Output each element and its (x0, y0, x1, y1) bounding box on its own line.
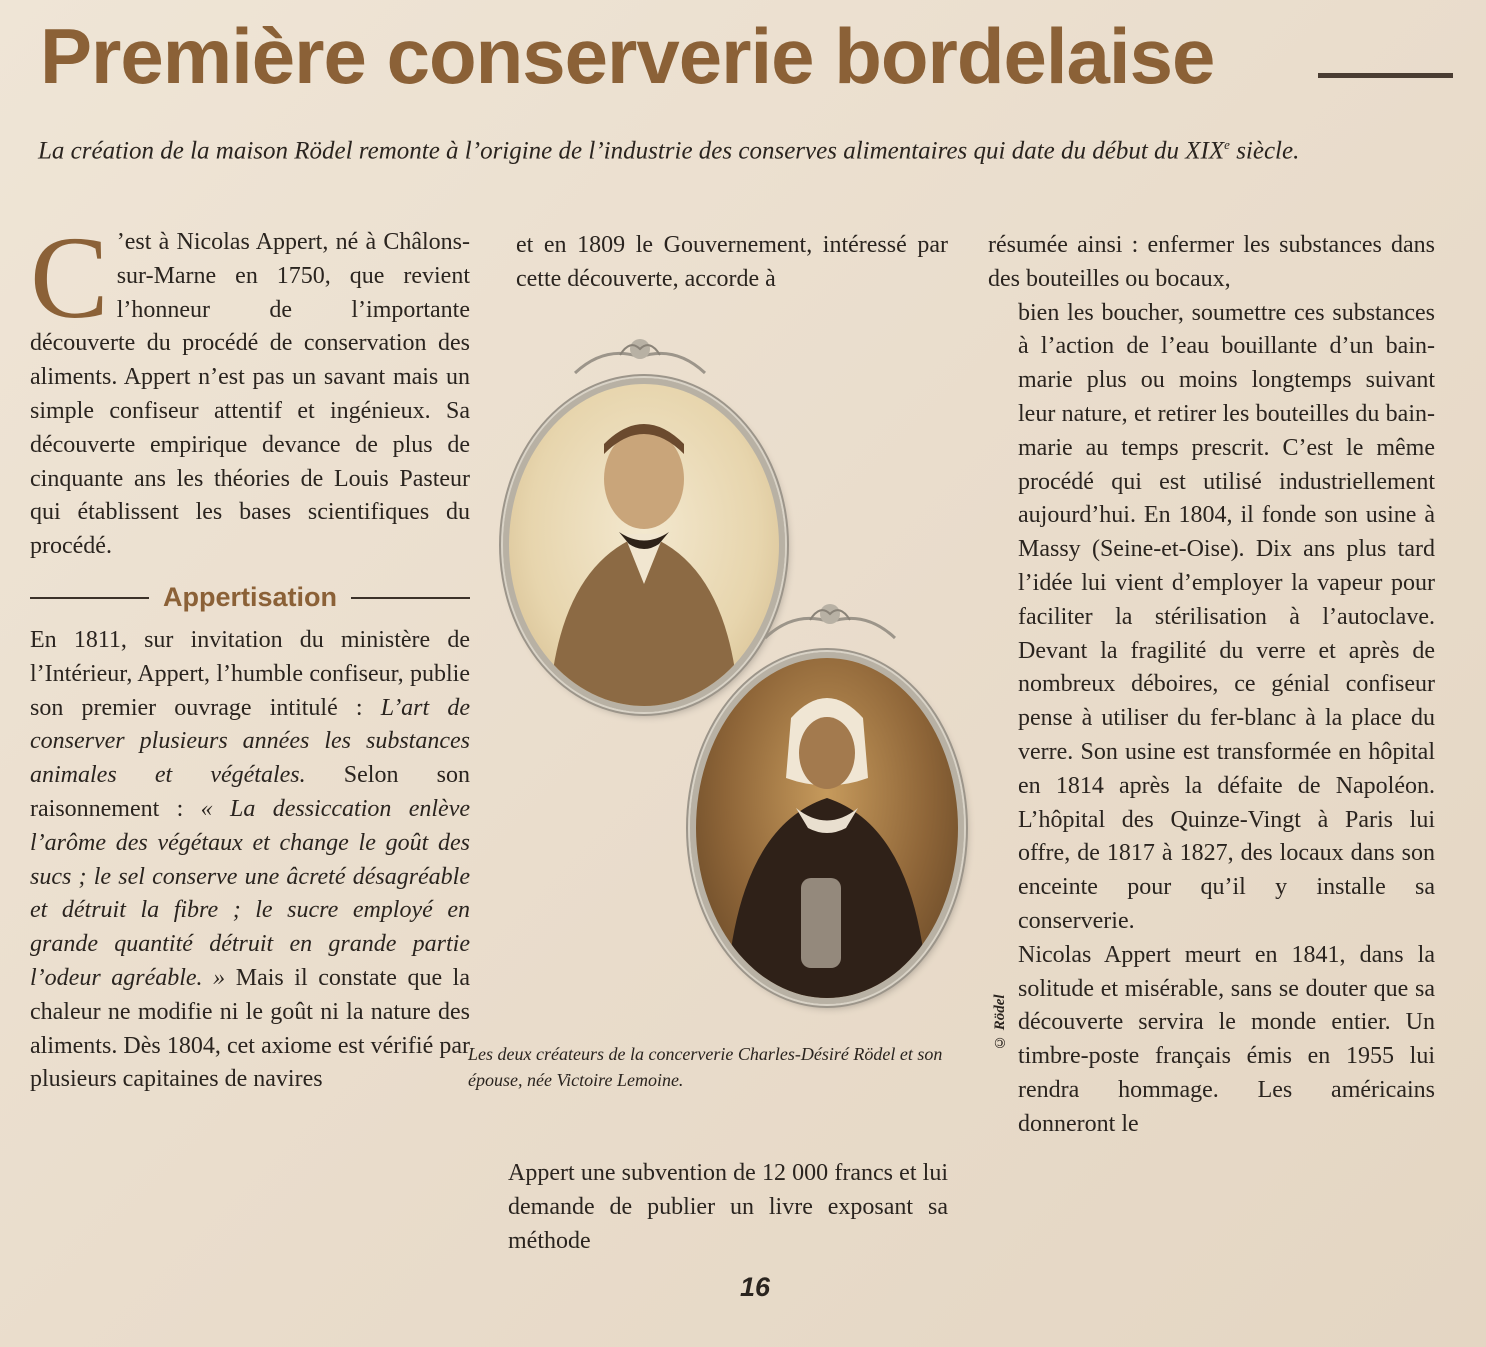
drop-cap: C (30, 212, 109, 343)
column-3-text-a: résumée ainsi : enfermer les substances dans des bouteilles ou bocaux, (988, 232, 1435, 292)
lede-superscript: e (1224, 137, 1230, 152)
column-3-text-b: bien les boucher, soumettre ces substances à l’action de l’eau bouillante d’un bain-marie plus ou moins longtemps suivant leur nature, et retirer les bouteilles du bain-marie au temps prescrit. C’est le même procédé qui est utilisé industriellement aujourd’hui. En 1804, il fonde son usine à Massy (Seine-et-Oise). Dix ans plus tard l’idée lui vient d’employer la vapeur pour faciliter la stérilisation à l’autoclave. Devant la fragilité du verre et après de nombreux déboires, ce génial confiseur pense à utiliser du fer-blanc à la place du verre. Son usine est transformée en hôpital en 1814 après la défaite de Napoléon. L’hôpital des Quinze-Vingt à Paris lui offre, de 1817 à 1827, des locaux dans son enceinte pour qu’il y installe sa conserverie. (1018, 299, 1435, 934)
column-3 (988, 229, 1435, 1142)
page-title: Première conserverie bordelaise (40, 12, 1215, 100)
title-rule (1318, 73, 1453, 78)
lede (38, 128, 1438, 167)
column-2-top (516, 229, 948, 297)
frame-ornament-icon (565, 335, 715, 375)
appertisation-text-3: Mais il constate que la chaleur ne modifie ni le goût ni la nature des aliments. Dès 1804, cet axiome est vérifié par plusieurs capitaines de navires (30, 964, 470, 1093)
quote: « La dessiccation enlève l’arôme des végétaux et change le goût des sucs ; le sel conserve une âcreté désagréable et détruit la fibre ; le sucre employé en grande quantité détruit en grande partie l’odeur agréable. » (30, 795, 470, 991)
portrait-charles-desire-rodel (503, 378, 785, 712)
appertisation-paragraph (30, 624, 470, 1097)
appertisation-text-2: Selon son raisonnement : (30, 762, 470, 822)
column-3-text-c: Nicolas Appert meurt en 1841, dans la solitude et misérable, sans se douter que sa découverte servira le monde entier. Un timbre-poste français émis en 1955 lui rendra hommage. Les américains donneront le (1018, 941, 1435, 1137)
page-number: 16 (739, 1272, 771, 1302)
photo-credit: © Rödel (992, 994, 1008, 1050)
column-2-bottom (508, 1157, 948, 1258)
section-heading (30, 578, 470, 618)
appertisation-text: En 1811, sur invitation du ministère de l’Intérieur, Appert, l’humble confiseur, publie son premier ouvrage intitulé : (30, 626, 470, 721)
woman-portrait-icon (696, 658, 958, 998)
heading-rule-left (30, 597, 149, 599)
man-portrait-icon (509, 384, 779, 706)
column-2-top-text: et en 1809 le Gouvernement, intéressé par cette découverte, accorde à (516, 232, 948, 292)
column-2-bottom-text: Appert une subvention de 12 000 francs et lui demande de publier un livre exposant sa méthode (508, 1160, 948, 1254)
book-title: L’art de conserver plusieurs années les substances animales et végétales. (30, 694, 471, 789)
section-heading-label: Appertisation (163, 582, 338, 613)
column-1 (30, 212, 471, 1097)
intro-paragraph (30, 212, 470, 564)
lede-text-end: siècle. (1229, 137, 1300, 165)
portrait-victoire-lemoine (690, 652, 964, 1004)
lede-text: La création de la maison Rödel remonte à l’origine de l’industrie des conserves alimentaires qui date du début du XIX (38, 137, 1225, 165)
image-caption: Les deux créateurs de la concerverie Charles-Désiré Rödel et son épouse, née Victoire Lemoine. (468, 1044, 943, 1090)
heading-rule-right (351, 597, 470, 599)
intro-text: ’est à Nicolas Appert, né à Châlons-sur-Marne en 1750, que revient l’honneur de l’importante découverte du procédé de conservation des aliments. Appert n’est pas un savant mais un simple confiseur attentif et ingénieux. Sa découverte empirique devance de plus de cinquante ans les théories de Louis Pasteur qui établissent les bases scientifiques du procédé. (30, 229, 470, 560)
frame-ornament-icon (755, 600, 905, 640)
